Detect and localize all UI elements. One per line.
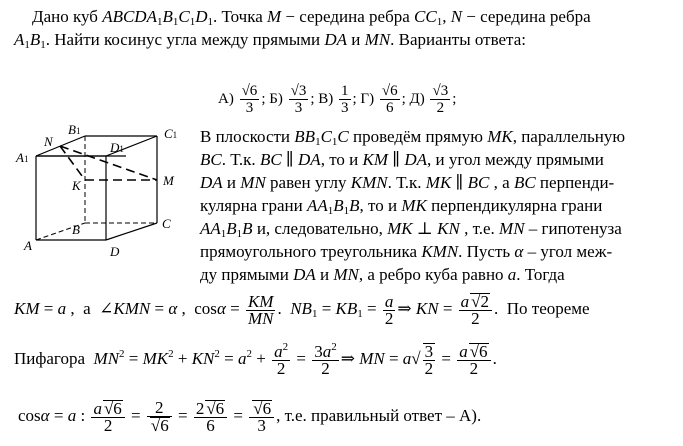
solution-line-4: кулярна грани $AA_1B_1B$, то и MK перпендикулярна грани [200, 196, 603, 217]
edge-d-c [106, 223, 157, 240]
answer-a-label: А) [218, 90, 234, 107]
label-d1: D1 [110, 140, 124, 155]
answer-d-label: Г) [360, 90, 375, 107]
label-c1: C1 [164, 126, 178, 141]
solution-line-7: ду прямыми DA и MN, а ребро куба равно a. Тогда [200, 265, 565, 284]
answer-e-fraction: $\frac{√3}{2}$ [432, 83, 449, 116]
solution-line-2: BC. Т.к. BC ∥ DA, то и KM ∥ DA, и угол между прямыми [200, 150, 604, 169]
solution-line-9: Пифагора $MN^2 = MK^2 + KN^2 = a^2$ + $\frac{a^2}{2}$ = $\frac{3a^2}{2}$ ⇒ MN = a√ $\frac{3}{2}$ = $\frac{a √6}{2}$ . [14, 340, 497, 378]
cos-frac-km-mn: $\frac{KM}{MN}$ [247, 291, 274, 328]
answer-options: А) $\frac{√6}{3}$ ; Б) $\frac{√3}{3}$ ; В) $\frac{1}{3}$ ; Г) $\frac{√6}{6}$ ; Д) $\frac{√3}{2}$ ; [218, 83, 457, 116]
problem-line-1: Дано куб $ABCDA_1B_1C_1D_1$. Точка M − середина ребра $CC_1$, N − середина ребра [32, 7, 591, 28]
solution-line-10: cosα = a : $\frac{a √6}{2}$ = $\frac{2}{√6}$ = $\frac{2 √6}{6}$ = $\frac{√6}{3}$ , т.е. правильный ответ – А). [18, 398, 482, 435]
label-d: D [110, 244, 120, 259]
label-k: K [72, 178, 81, 193]
answer-b-fraction: $\frac{√3}{3}$ [290, 83, 307, 116]
segment-n-m [60, 146, 157, 180]
answer-a-fraction: $\frac{√6}{3}$ [241, 83, 258, 116]
cube-diagram [14, 122, 190, 262]
label-b: B [72, 222, 80, 237]
answer-e-label: Д) [409, 90, 425, 107]
solution-line-8: KM = a , а ∠KMN = α , cosα = $\frac{KM}{MN}$ . $NB_1 = KB_1$ = $\frac{a}{2}$ ⇒ KN = $\frac{a √2}{2}$ . По теореме [14, 291, 590, 328]
answer-d-fraction: $\frac{√6}{6}$ [381, 83, 398, 116]
label-n: N [44, 134, 53, 149]
label-b1: B1 [68, 122, 81, 137]
solution-line-1: В плоскости $BB_1C_1C$ проведём прямую MK, параллельную [200, 127, 626, 148]
solution-line-5: $AA_1B_1B$ и, следовательно, MK ⊥ KN , т.е. MN – гипотенуза [200, 219, 622, 240]
solution-line-6: прямоугольного треугольника KMN. Пусть α – угол меж- [200, 242, 613, 261]
answer-c-fraction: $\frac{1}{3}$ [341, 83, 349, 116]
label-c: C [162, 216, 171, 231]
problem-line-2: $A_1B_1$. Найти косинус угла между прямыми DA и MN. Варианты ответа: [14, 30, 526, 51]
label-m: M [163, 173, 174, 188]
answer-c-label: В) [318, 90, 334, 107]
solution-line-3: DA и MN равен углу KMN. Т.к. MK ∥ BC , а BC перпенди- [200, 173, 615, 192]
label-a: A [24, 238, 32, 253]
label-a1: A1 [16, 150, 29, 165]
answer-b-label: Б) [269, 90, 283, 107]
segment-n-k [60, 146, 85, 180]
